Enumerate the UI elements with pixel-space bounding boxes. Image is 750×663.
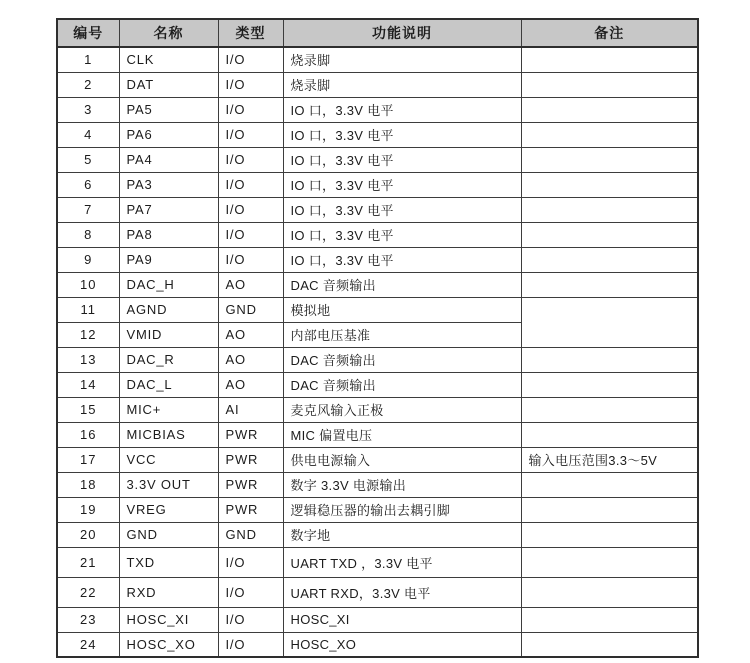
header-type: 类型 — [218, 19, 283, 47]
pin-number-cell: 1 — [57, 47, 119, 72]
pin-number-cell: 14 — [57, 372, 119, 397]
pin-remark-cell — [521, 247, 698, 272]
table-row — [57, 147, 698, 172]
table-row — [57, 422, 698, 447]
pin-remark-cell — [521, 172, 698, 197]
pin-type-cell: I/O — [218, 577, 283, 607]
table-row — [57, 397, 698, 422]
pin-name-cell: VMID — [119, 322, 218, 347]
pin-name-cell: VREG — [119, 497, 218, 522]
table-row — [57, 522, 698, 547]
pin-description-table — [56, 18, 699, 658]
pin-name-cell: PA8 — [119, 222, 218, 247]
pin-type-cell: I/O — [218, 607, 283, 632]
pin-number-cell: 8 — [57, 222, 119, 247]
pin-type-cell: I/O — [218, 72, 283, 97]
pin-type-cell: AO — [218, 372, 283, 397]
pin-name-cell: VCC — [119, 447, 218, 472]
pin-function-cell: IO 口，3.3V 电平 — [283, 147, 521, 172]
pin-function-cell: 麦克风输入正极 — [283, 397, 521, 422]
pin-name-cell: GND — [119, 522, 218, 547]
pin-name-cell: DAC_L — [119, 372, 218, 397]
pin-type-cell: GND — [218, 522, 283, 547]
pin-remark-cell — [521, 72, 698, 97]
pin-function-cell: IO 口，3.3V 电平 — [283, 122, 521, 147]
pin-number-cell: 20 — [57, 522, 119, 547]
pin-function-cell: 内部电压基准 — [283, 322, 521, 347]
header-row — [57, 19, 698, 47]
pin-name-cell: MIC+ — [119, 397, 218, 422]
pin-remark-cell — [521, 372, 698, 397]
pin-remark-cell — [521, 472, 698, 497]
pin-function-cell: 数字 3.3V 电源输出 — [283, 472, 521, 497]
pin-function-cell: DAC 音频输出 — [283, 272, 521, 297]
table-row — [57, 607, 698, 632]
pin-function-cell: IO 口，3.3V 电平 — [283, 247, 521, 272]
pin-remark-cell — [521, 577, 698, 607]
pin-number-cell: 11 — [57, 297, 119, 322]
pin-number-cell: 9 — [57, 247, 119, 272]
header-number: 编号 — [57, 19, 119, 47]
pin-function-cell: IO 口，3.3V 电平 — [283, 197, 521, 222]
pin-name-cell: TXD — [119, 547, 218, 577]
table-row — [57, 472, 698, 497]
table-row — [57, 577, 698, 607]
pin-number-cell: 19 — [57, 497, 119, 522]
table-row — [57, 447, 698, 472]
pin-name-cell: HOSC_XI — [119, 607, 218, 632]
pin-name-cell: DAC_R — [119, 347, 218, 372]
pin-type-cell: I/O — [218, 632, 283, 657]
pin-name-cell: PA4 — [119, 147, 218, 172]
pin-type-cell: AO — [218, 347, 283, 372]
pin-function-cell: IO 口，3.3V 电平 — [283, 97, 521, 122]
table-row — [57, 372, 698, 397]
table-row — [57, 172, 698, 197]
pin-number-cell: 15 — [57, 397, 119, 422]
pin-number-cell: 17 — [57, 447, 119, 472]
pin-type-cell: PWR — [218, 497, 283, 522]
pin-type-cell: AI — [218, 397, 283, 422]
pin-function-cell: UART RXD，3.3V 电平 — [283, 577, 521, 607]
pin-function-cell: 逻辑稳压器的输出去耦引脚 — [283, 497, 521, 522]
pin-type-cell: I/O — [218, 547, 283, 577]
table-row — [57, 122, 698, 147]
table-row — [57, 247, 698, 272]
pin-number-cell: 18 — [57, 472, 119, 497]
pin-function-cell: IO 口，3.3V 电平 — [283, 222, 521, 247]
pin-name-cell: HOSC_XO — [119, 632, 218, 657]
pin-name-cell: DAT — [119, 72, 218, 97]
pin-function-cell: DAC 音频输出 — [283, 347, 521, 372]
table-row — [57, 197, 698, 222]
pin-name-cell: DAC_H — [119, 272, 218, 297]
pin-number-cell: 2 — [57, 72, 119, 97]
pin-name-cell: PA9 — [119, 247, 218, 272]
table-row — [57, 347, 698, 372]
pin-function-cell: 烧录脚 — [283, 72, 521, 97]
pin-remark-cell — [521, 122, 698, 147]
table-row — [57, 72, 698, 97]
pin-remark-cell — [521, 222, 698, 247]
pin-name-cell: MICBIAS — [119, 422, 218, 447]
pin-remark-cell — [521, 197, 698, 222]
pin-function-cell: UART TXD ，3.3V 电平 — [283, 547, 521, 577]
pin-type-cell: PWR — [218, 422, 283, 447]
header-function: 功能说明 — [283, 19, 521, 47]
pin-function-cell: 供电电源输入 — [283, 447, 521, 472]
header-name: 名称 — [119, 19, 218, 47]
pin-number-cell: 3 — [57, 97, 119, 122]
pin-remark-cell — [521, 547, 698, 577]
pin-number-cell: 7 — [57, 197, 119, 222]
table-row — [57, 632, 698, 657]
pin-function-cell: IO 口，3.3V 电平 — [283, 172, 521, 197]
pin-type-cell: AO — [218, 272, 283, 297]
pin-number-cell: 23 — [57, 607, 119, 632]
pin-name-cell: CLK — [119, 47, 218, 72]
pin-name-cell: PA3 — [119, 172, 218, 197]
pin-remark-cell — [521, 272, 698, 297]
pin-number-cell: 13 — [57, 347, 119, 372]
pin-type-cell: PWR — [218, 472, 283, 497]
pin-name-cell: PA6 — [119, 122, 218, 147]
pin-name-cell: AGND — [119, 297, 218, 322]
pin-type-cell: GND — [218, 297, 283, 322]
pin-function-cell: MIC 偏置电压 — [283, 422, 521, 447]
pin-name-cell: RXD — [119, 577, 218, 607]
table-row — [57, 497, 698, 522]
pin-remark-cell — [521, 632, 698, 657]
pin-remark-cell — [521, 497, 698, 522]
table-row — [57, 297, 698, 322]
table-row — [57, 272, 698, 297]
pin-type-cell: I/O — [218, 147, 283, 172]
pin-function-cell: HOSC_XI — [283, 607, 521, 632]
pin-number-cell: 16 — [57, 422, 119, 447]
pin-name-cell: PA7 — [119, 197, 218, 222]
pin-remark-cell — [521, 422, 698, 447]
pin-number-cell: 21 — [57, 547, 119, 577]
table-header — [57, 19, 698, 47]
pin-remark-cell: 输入电压范围3.3～5V — [521, 447, 698, 472]
pin-type-cell: I/O — [218, 197, 283, 222]
pin-function-cell: HOSC_XO — [283, 632, 521, 657]
table-row — [57, 547, 698, 577]
pin-remark-cell — [521, 522, 698, 547]
pin-type-cell: I/O — [218, 97, 283, 122]
pin-type-cell: I/O — [218, 247, 283, 272]
pin-remark-cell — [521, 97, 698, 122]
pin-remark-cell — [521, 297, 698, 347]
pin-remark-cell — [521, 47, 698, 72]
pin-function-cell: 模拟地 — [283, 297, 521, 322]
pin-type-cell: I/O — [218, 222, 283, 247]
pin-name-cell: PA5 — [119, 97, 218, 122]
pin-remark-cell — [521, 147, 698, 172]
pin-remark-cell — [521, 397, 698, 422]
pin-function-cell: DAC 音频输出 — [283, 372, 521, 397]
pin-function-cell: 数字地 — [283, 522, 521, 547]
pin-number-cell: 10 — [57, 272, 119, 297]
pin-number-cell: 12 — [57, 322, 119, 347]
pin-number-cell: 6 — [57, 172, 119, 197]
pin-name-cell: 3.3V OUT — [119, 472, 218, 497]
pin-remark-cell — [521, 607, 698, 632]
table-row — [57, 222, 698, 247]
pin-function-cell: 烧录脚 — [283, 47, 521, 72]
table-row — [57, 97, 698, 122]
pin-type-cell: AO — [218, 322, 283, 347]
pin-number-cell: 22 — [57, 577, 119, 607]
pin-type-cell: I/O — [218, 122, 283, 147]
pin-remark-cell — [521, 347, 698, 372]
table-row — [57, 47, 698, 72]
pin-number-cell: 4 — [57, 122, 119, 147]
pin-type-cell: I/O — [218, 172, 283, 197]
pin-type-cell: I/O — [218, 47, 283, 72]
header-remark: 备注 — [521, 19, 698, 47]
pin-number-cell: 24 — [57, 632, 119, 657]
pin-type-cell: PWR — [218, 447, 283, 472]
pin-number-cell: 5 — [57, 147, 119, 172]
pin-table-body — [57, 47, 698, 657]
